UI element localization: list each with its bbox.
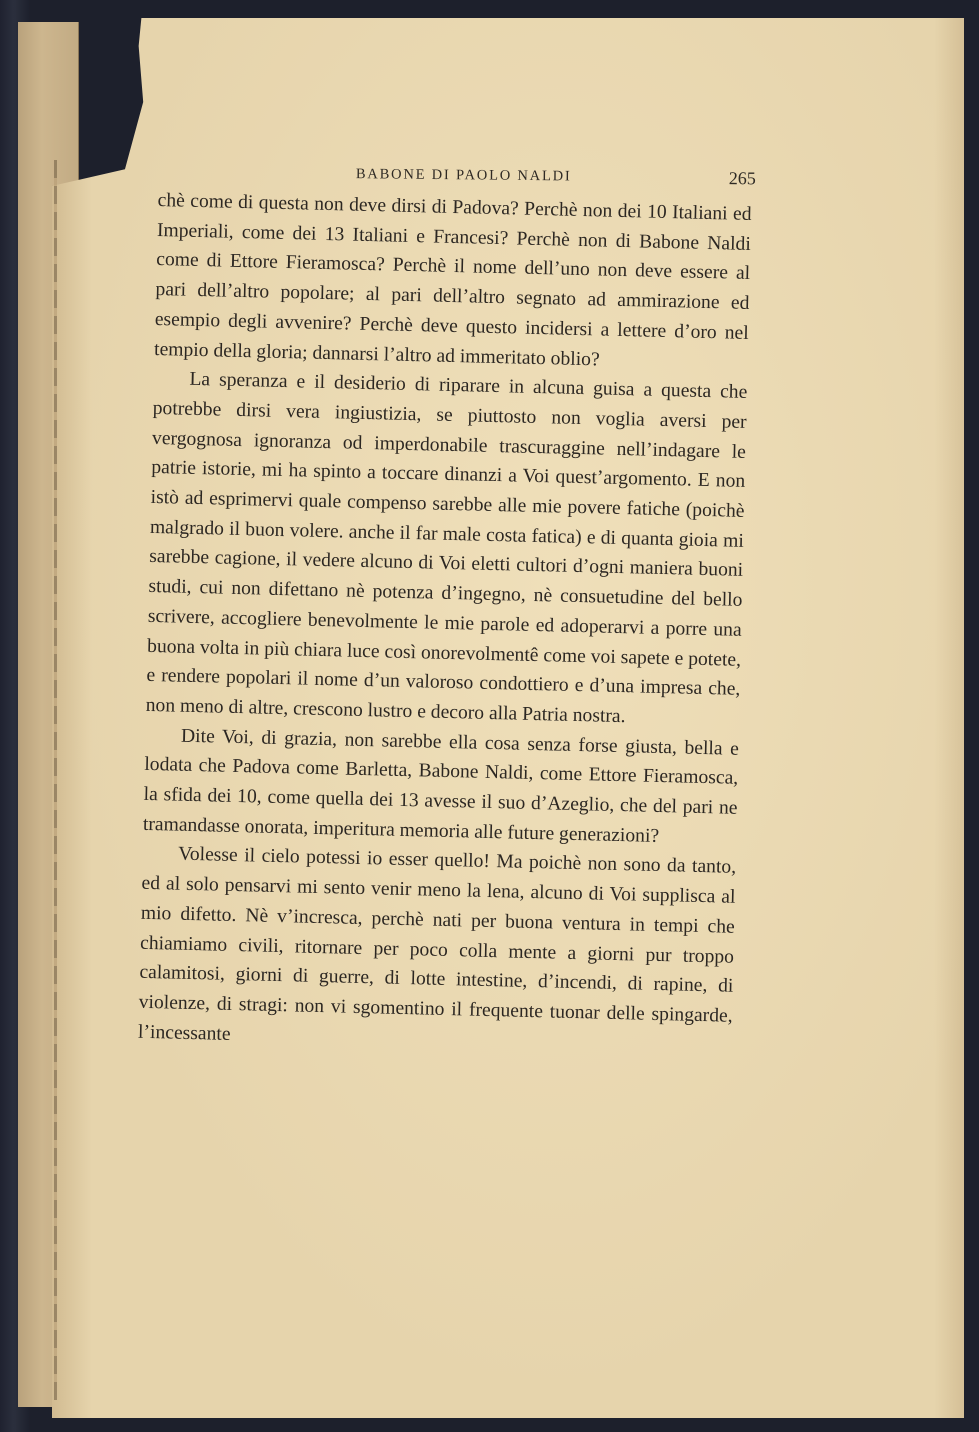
body-text	[138, 186, 752, 1061]
page-number: 265	[728, 168, 756, 189]
binding-fold	[54, 160, 57, 1400]
paragraph-1: chè come di questa non deve dirsi di Padova? Perchè non dei 10 Italiani ed Imperiali, come dei 13 Italiani e Francesi? Perchè non di Babone Naldi come di Ettore Fieramosca? Perchè il nome dell’uno non deve essere al pari dell’altro popolare; al pari dell’altro segnato ad ammirazione ed esempio degli avvenire? Perchè deve questo incidersi a lettere d’oro nel tempio della gloria; dannarsi l’altro ad immeritato oblio?	[153, 189, 752, 370]
paragraph-2: La speranza e il desiderio di riparare in alcuna guisa a questa che potrebbe dirsi vera ingiustizia, se piuttosto non voglia aversi per vergognosa ignoranza od imperdonabile trascuraggine nell’indagare le patrie istorie, mi ha spinto a toccare dinanzi a Voi quest’argomento. E non istò ad esprimervi quale compenso sarebbe alle mie povere fatiche (poichè malgrado il buon volere. anche il far male costa fatica) e di quanta gioia mi sarebbe cagione, il vedere alcuno di Voi eletti cultori d’ogni maniera buoni studi, cui non difettano nè potenza d’ingegno, nè consuetudine del bello scrivere, accogliere benevolmente le mie parole ed adoperarvi a porre una buona volta in più chiara luce così onorevolmentê come voi sapete e potete, e rendere popolari il nome d’un valoroso condottiero e d’una impresa che, non meno di altre, crescono lustro e decoro alla Patria nostra.	[145, 369, 748, 728]
paragraph-3: Dite Voi, di grazia, non sarebbe ella cosa senza forse giusta, bella e lodata che Padova come Barletta, Babone Naldi, come Ettore Fieramosca, la sfida dei 10, come quella dei 13 avesse il suo d’Azeglio, che del pari ne tramandasse onorata, imperitura memoria alle future generazioni?	[142, 725, 740, 847]
running-title: BABONE DI PAOLO NALDI	[355, 166, 572, 185]
paragraph-4: Volesse il cielo potessi io esser quello! Ma poichè non sono da tanto, ed al solo pensarvi mi sento venir meno la lena, alcuno di Voi supplisca al mio difetto. Nè v’incresca, perchè nati per buona ventura in tempi che chiamiamo civili, ritornare per poco colla mente a giorni pur troppo calamitosi, giorni di guerre, di lotte intestine, d’incendi, di rapine, di violenze, di stragi: non vi sgomentino il frequente tuonar delle spingarde, l’incessante	[137, 844, 737, 1045]
